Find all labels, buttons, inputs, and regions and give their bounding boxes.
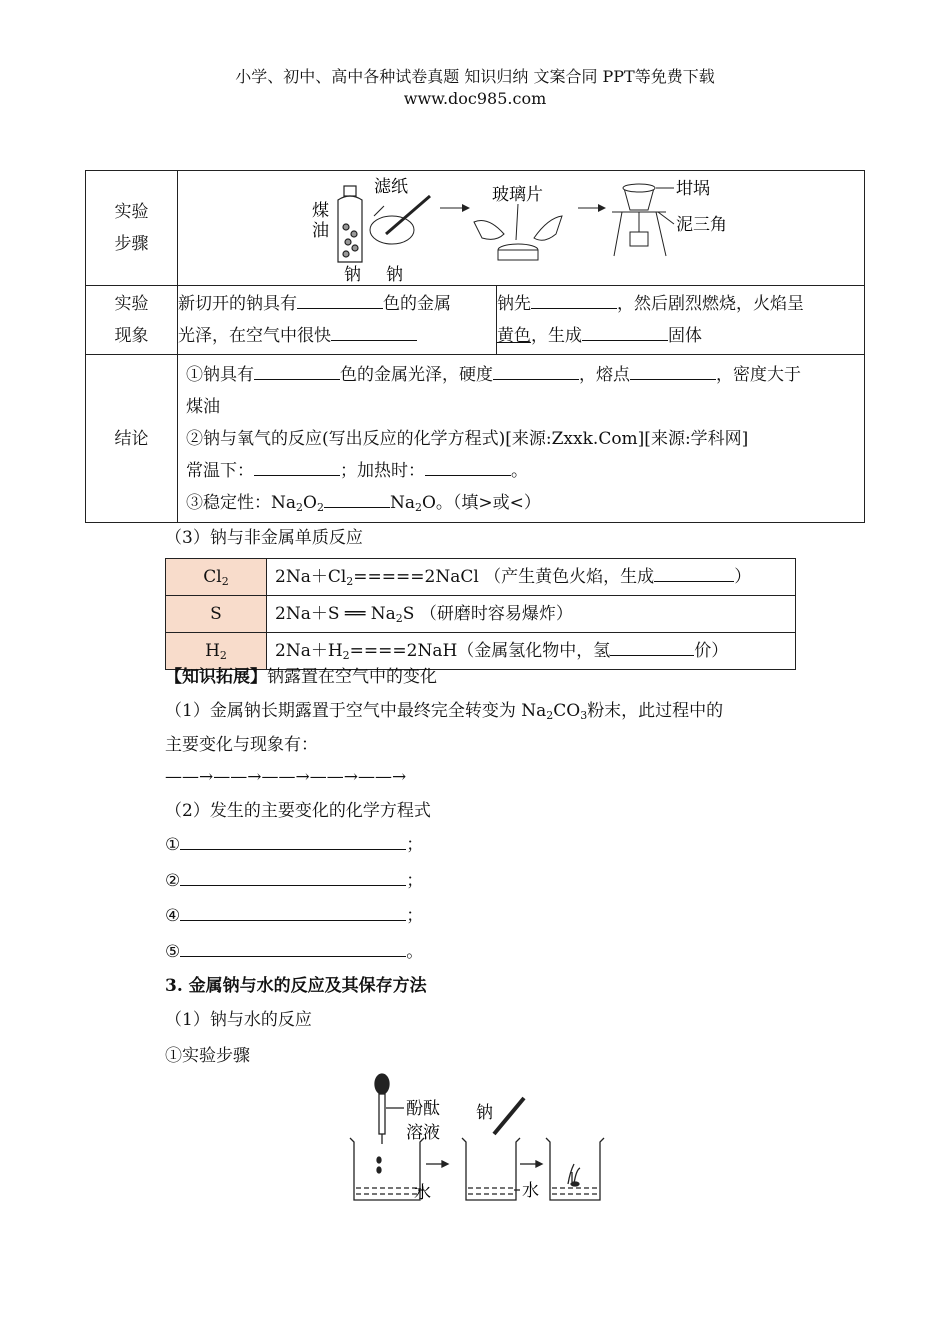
label-phenolphthalein-a: 酚酞 <box>406 1099 440 1119</box>
label-phenolphthalein-b: 溶液 <box>406 1123 440 1143</box>
ext-p1: （1）金属钠长期露置于空气中最终完全转变为 $Na_2CO_3$粉末，此过程中的 <box>165 701 724 722</box>
kerosene-bottle <box>338 186 362 262</box>
cl2-equation: $2Na+Cl_2=====2NaCl$ （产生黄色火焰，生成 ） <box>267 559 796 596</box>
equation-blank-1: ① ； <box>165 828 423 862</box>
label-kerosene-b: 油 <box>312 220 329 241</box>
h2-equation: $2Na+H_2====2NaH$（金属氢化物中，氢 价） <box>267 633 796 670</box>
steps-figure-cell <box>178 171 865 286</box>
equation-blank-4: ④ ； <box>165 899 423 933</box>
label-filter-paper: 滤纸 <box>374 176 408 197</box>
conclusion-cell: ①钠具有 色的金属光泽，硬度 ，熔点 ，密度大于 煤油 ②钠与氧气的反应(写出反应的化学方程式)[来源:Zxxk.Com][来源:学科网] 常温下： ；加热时： 。 ③稳定性：$Na_2O_2$ $Na_2O$。（填>或<） <box>178 355 865 523</box>
label-steps: 实验 步骤 <box>86 171 178 286</box>
cl2-cell: $Cl_2$ <box>166 559 267 596</box>
sub-title-2: ①实验步骤 <box>165 1046 250 1066</box>
label-water-1: 水 <box>414 1183 431 1203</box>
label-kerosene-a: 煤 <box>312 200 329 221</box>
label-sodium: 钠 <box>476 1103 493 1123</box>
label-clay-triangle: 泥三角 <box>676 214 727 235</box>
section-title: 3. 金属钠与水的反应及其保存方法 <box>165 976 427 996</box>
equation-blank-2: ② ； <box>165 864 423 898</box>
s-equation: 2Na＋S ══ $Na_2S$ （研磨时容易爆炸） <box>267 596 796 633</box>
ext-p2: 主要变化与现象有： <box>165 735 318 755</box>
label-phenomena: 实验 现象 <box>86 286 178 355</box>
phenomena-right: 钠先 ，然后剧烈燃烧，火焰呈 黄色，生成 固体 <box>497 286 865 354</box>
label-sodium-2: 钠 <box>386 264 403 285</box>
experiment-table <box>85 170 865 523</box>
label-water-2: 水 <box>522 1181 539 1201</box>
h2-cell: $H_2$ <box>166 633 267 670</box>
equation-blank-5: ⑤ 。 <box>165 935 423 969</box>
sub-title-1: （1）钠与水的反应 <box>165 1010 312 1030</box>
label-crucible: 坩埚 <box>676 178 710 199</box>
section-3-title: （3）钠与非金属单质反应 <box>165 528 363 548</box>
s-cell: S <box>166 596 267 633</box>
label-glass-plate: 玻璃片 <box>492 184 543 205</box>
sodium-water-figure <box>340 1072 620 1206</box>
ext-p3: （2）发生的主要变化的化学方程式 <box>165 801 431 821</box>
ext-title: 【知识拓展】钠露置在空气中的变化 <box>165 667 437 687</box>
nonmetal-table <box>165 558 796 670</box>
label-conclusion: 结论 <box>86 355 178 523</box>
ext-arrows: ——→——→——→——→——→ <box>165 767 407 787</box>
header-line1: 小学、初中、高中各种试卷真题 知识归纳 文案合同 PPT等免费下载 <box>235 67 715 86</box>
sodium-burning-figure <box>178 172 864 285</box>
label-sodium-1: 钠 <box>344 264 361 285</box>
phenomena-left: 新切开的钠具有 色的金属 光泽，在空气中很快 <box>178 286 497 354</box>
header-url: www.doc985.com <box>403 89 547 108</box>
